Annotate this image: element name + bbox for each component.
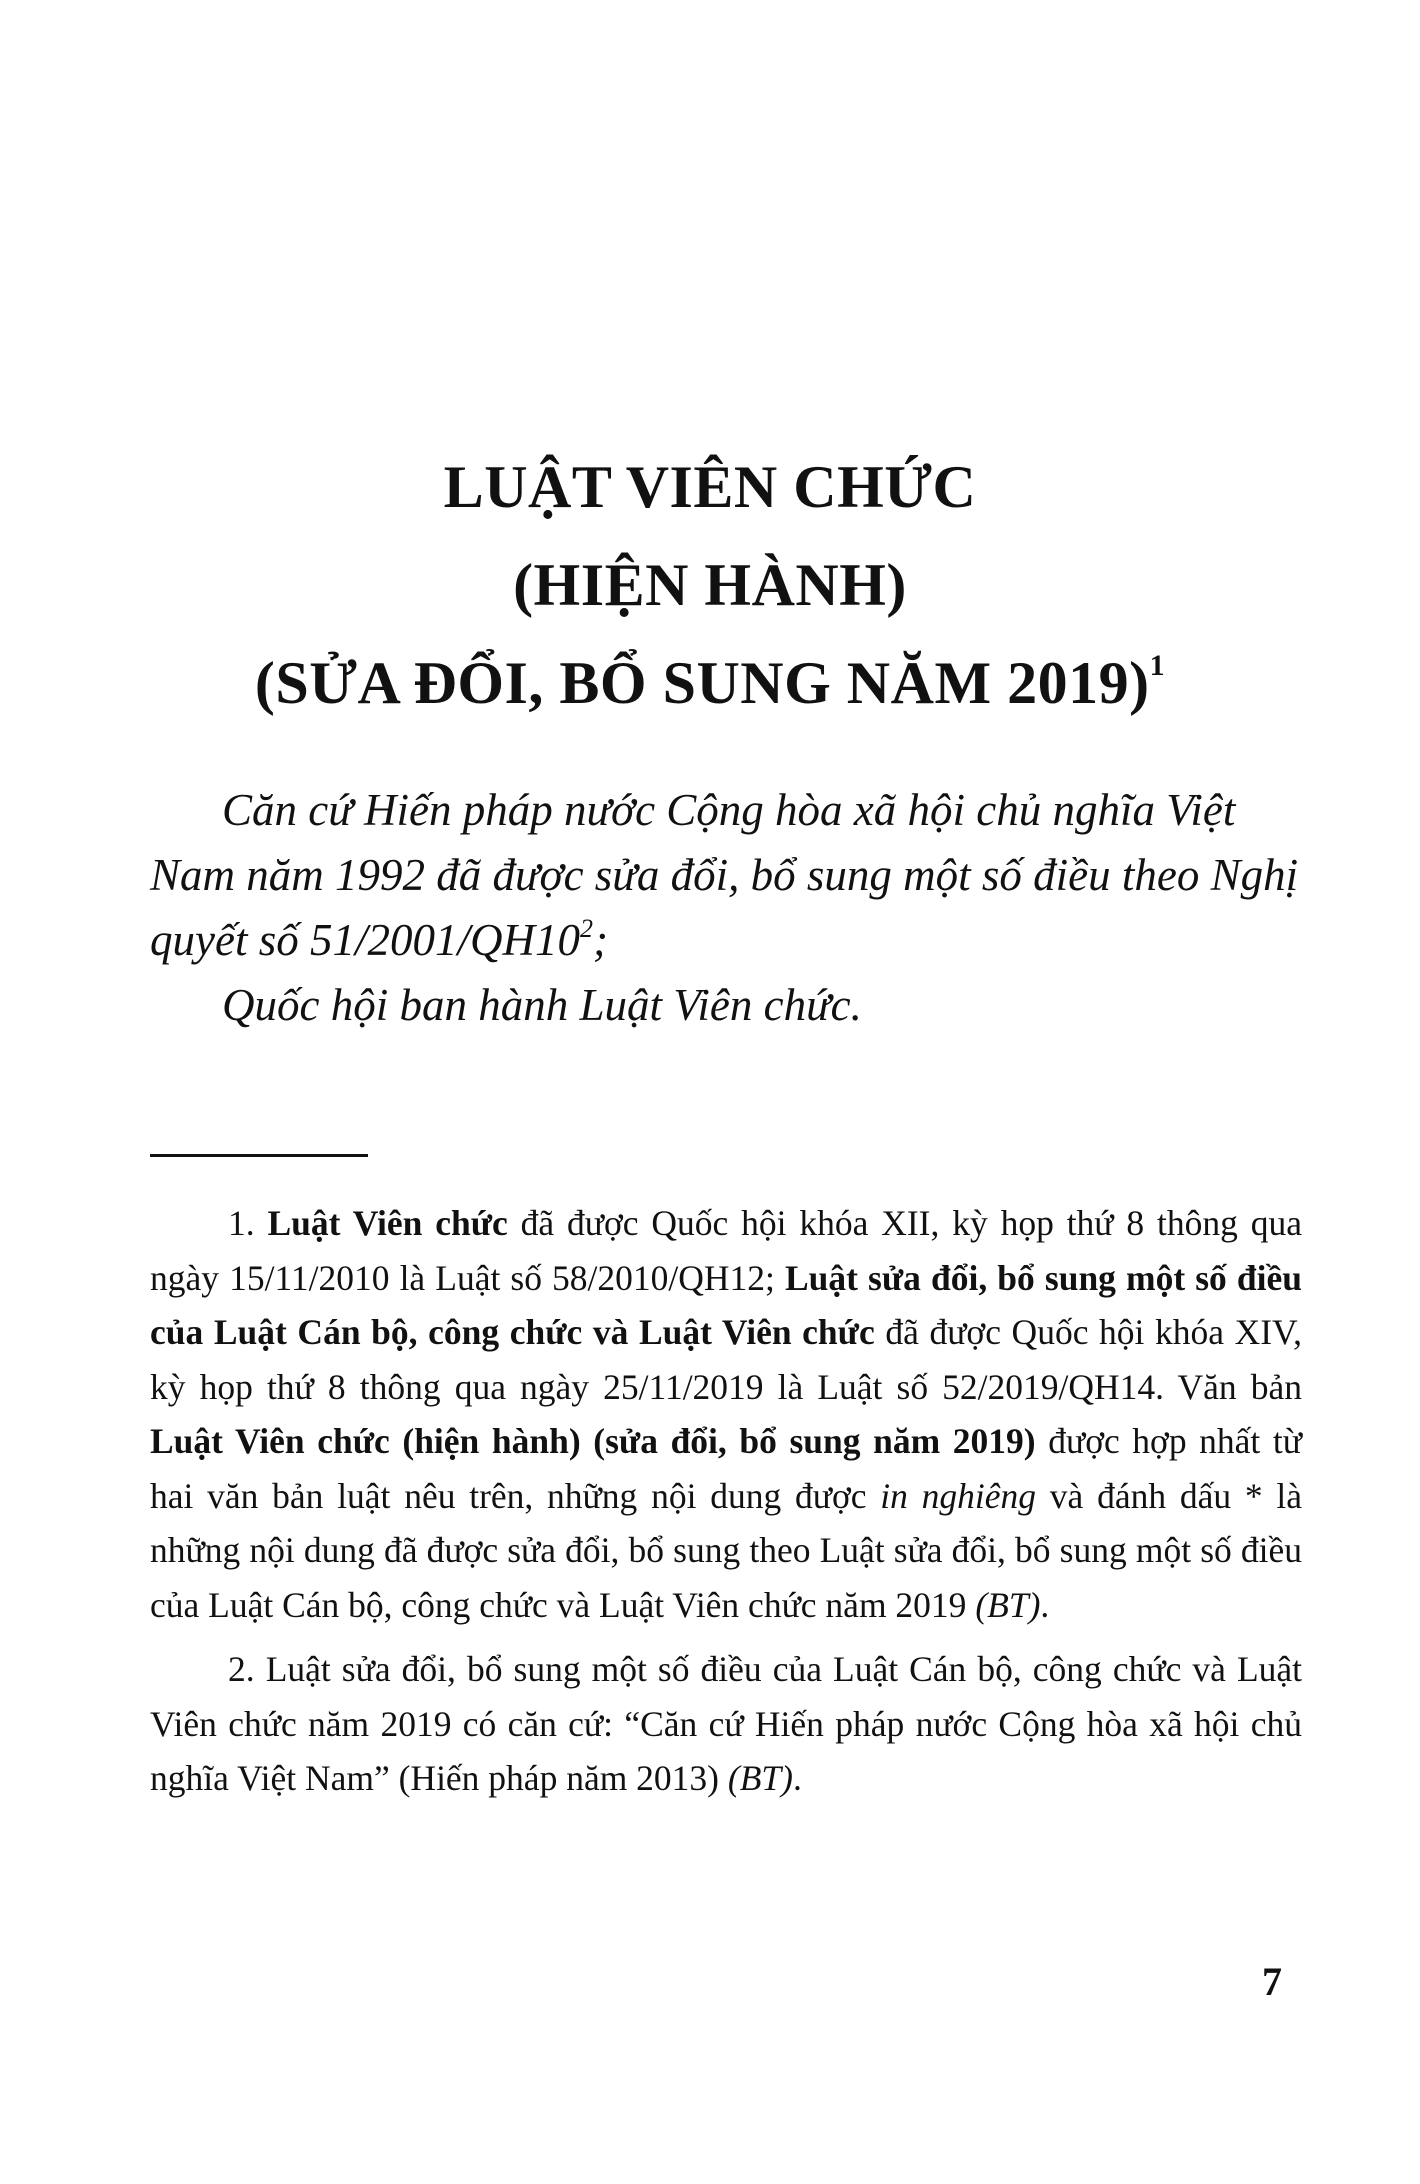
preamble-paragraph-1 xyxy=(150,778,1310,973)
footnote-1-bold-1: Luật Viên chức xyxy=(267,1203,508,1243)
title-line-2: (HIỆN HÀNH) xyxy=(513,552,907,618)
footnote-ref-2[interactable]: 2 xyxy=(579,914,593,943)
footnote-divider xyxy=(150,1154,368,1157)
footnote-1-text-4: và đánh dấu * là những nội dung đã được sửa đổi, bổ sung theo Luật sửa đổi, bổ sung một số điều của Luật Cán bộ, công chức và Luật Viên chức năm 2019 xyxy=(150,1475,1303,1625)
footnote-1-bold-2: Luật sửa đổi, bổ sung một số điều của Luật Cán bộ, công chức và Luật Viên chức xyxy=(150,1257,1302,1352)
footnote-2 xyxy=(150,1642,1302,1806)
footnotes xyxy=(150,1196,1302,1806)
footnote-1-text-1: đã được Quốc hội khóa XII, kỳ họp thứ 8 thông qua ngày 15/11/2010 là Luật số 58/2010/QH12; xyxy=(150,1203,1302,1298)
title-line-3 xyxy=(0,634,1420,732)
footnote-2-number: 2. xyxy=(228,1649,255,1689)
footnote-1-italic-1: in nghiêng xyxy=(880,1475,1037,1516)
preamble-paragraph-1-text: Căn cứ Hiến pháp nước Cộng hòa xã hội chủ nghĩa Việt Nam năm 1992 đã được sửa đổi, bổ sung một số điều theo Nghị quyết số 51/2001/QH10 xyxy=(150,785,1299,965)
title-line-3-text: (SỬA ĐỔI, BỔ SUNG NĂM 2019) xyxy=(254,650,1150,716)
footnote-1-bold-3: Luật Viên chức (hiện hành) (sửa đổi, bổ sung năm 2019) xyxy=(150,1421,1036,1461)
footnote-2-text-2: . xyxy=(792,1758,802,1798)
footnote-1-italic-2: (BT) xyxy=(975,1584,1041,1625)
footnote-2-text-1: Luật sửa đổi, bổ sung một số điều của Luật Cán bộ, công chức và Luật Viên chức năm 2019 có căn cứ: “Căn cứ Hiến pháp nước Cộng hòa xã hội chủ nghĩa Việt Nam” (Hiến pháp năm 2013) xyxy=(150,1649,1303,1798)
preamble xyxy=(150,778,1310,1038)
footnote-1-text-2: đã được Quốc hội khóa XIV, kỳ họp thứ 8 thông qua ngày 25/11/2019 là Luật số 52/2019/QH14. Văn bản xyxy=(150,1312,1302,1407)
title-line-1: LUẬT VIÊN CHỨC xyxy=(443,454,977,520)
footnote-1-number: 1. xyxy=(228,1203,255,1243)
footnote-ref-1[interactable]: 1 xyxy=(1149,649,1166,682)
preamble-paragraph-2: Quốc hội ban hành Luật Viên chức. xyxy=(222,980,862,1030)
law-title xyxy=(0,438,1420,732)
footnote-1 xyxy=(150,1196,1302,1632)
preamble-paragraph-1-end: ; xyxy=(592,915,608,965)
footnote-2-italic-1: (BT) xyxy=(727,1758,793,1798)
page-number: 7 xyxy=(1262,1959,1282,2004)
footnote-1-text-3: được hợp nhất từ hai văn bản luật nêu trên, những nội dung được xyxy=(150,1421,1302,1516)
footnote-1-text-5: . xyxy=(1040,1584,1050,1625)
